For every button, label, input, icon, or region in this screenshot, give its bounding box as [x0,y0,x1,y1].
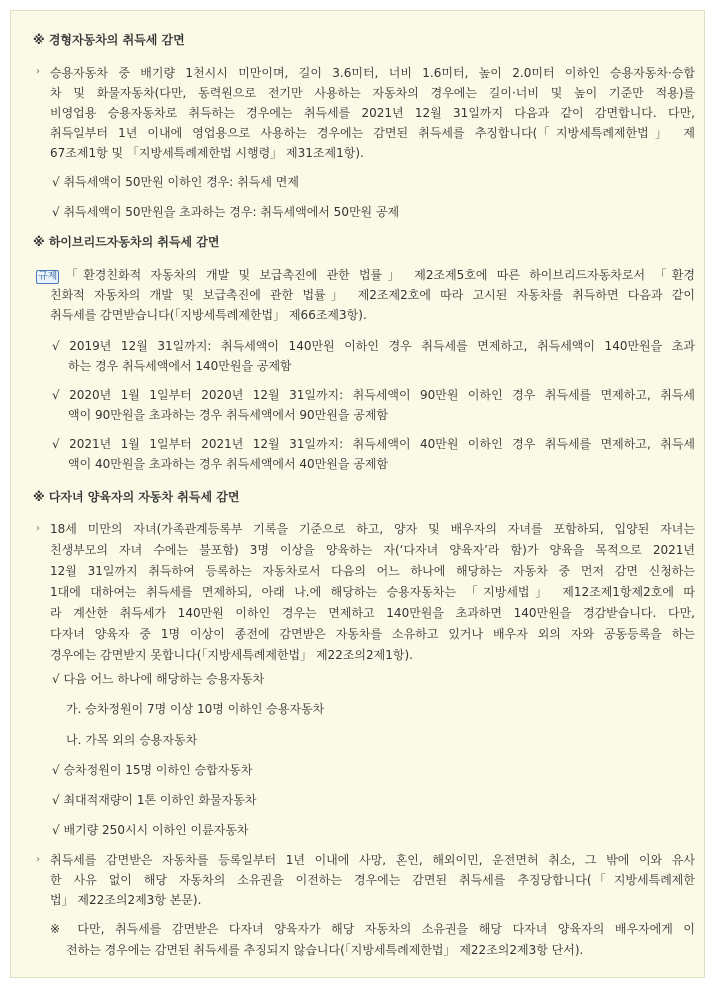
check-item: √ 취득세액이 50만원을 초과하는 경우: 취득세액에서 50만원 공제 [52,205,400,219]
paragraph-multichild: 18세 미만의 자녀(가족관계등록부 기록을 기준으로 하고, 양자 및 배우자의 자녀를 포함하되, 입양된 자녀는 친생부모의 자녀 수에는 불포함) 3명 이상을 양육하는 자(‘다자녀 양육자’라 함)가 양육을 목적으로 2021년 12월 31일까지 취득하여 등록하는 자동차로서 다음의 어느 하나에 해당하는 자동차 중 먼저 감면 신청하는 1대에 대하여는 취득세를 면제하되, 아래 나.에 해당하는 승용자동차는 「지방세법」 제12조제1항제2호에 따 라 계산한 취득세가 140만원 이하인 경우는 면제하고 140만원을 초과하면 140만원을 경감받습니다. 다만, 다자녀 양육자 중 1명 이상이 종전에 감면받은 자동차를 소유하고 있거나 배우자 외의 자와 공동등록을 하는 경우에는 감면받지 못합니다(「지방세특례제한법」 제22조의2제1항). [50,522,695,662]
paragraph-recapture: 취득세를 감면받은 자동차를 등록일부터 1년 이내에 사망, 혼인, 해외이민, 운전면허 취소, 그 밖에 이와 유사 한 사유 없이 해당 자동차의 소유권을 이전하는 경우에는 감면된 취득세를 추징당합니다(「지방세특례제한 법」 제22조의2제3항 본문). [50,853,695,907]
check-item: √ 취득세액이 50만원 이하인 경우: 취득세 면제 [52,175,299,189]
check-item: √ 배기량 250시시 이하인 이륜자동차 [52,823,249,837]
paragraph-hybrid: 규제 「환경친화적 자동차의 개발 및 보급촉진에 관한 법률」 제2조제5호에 따른 하이브리드자동차로서 「환경 친화적 자동차의 개발 및 보급촉진에 관한 법률」 제2조제2호에 따라 고시된 자동차를 취득하면 다음과 같이 취득세를 감면받습니다(「지방세특례제한법」 제66조제3항). [38,268,695,322]
check-item: √ 2020년 1월 1일부터 2020년 12월 31일까지: 취득세액이 90만원 이하인 경우 취득세를 면제하고, 취득세 액이 90만원을 초과하는 경우 취득세액에서 90만원을 공제함 [52,388,695,422]
sub-item: 나. 가목 외의 승용자동차 [66,733,198,747]
regulation-tag[interactable]: 규제 [38,271,58,282]
section-heading-multichild: ※ 다자녀 양육자의 자동차 취득세 감면 [33,490,240,504]
bullet-icon: › [36,66,40,77]
bullet-icon: › [36,854,40,865]
check-item: √ 최대적재량이 1톤 이하인 화물자동차 [52,793,257,807]
sub-item: 가. 승차정원이 7명 이상 10명 이하인 승용자동차 [66,702,325,716]
bullet-icon: › [36,523,40,534]
section-heading-light-vehicle: ※ 경형자동차의 취득세 감면 [33,33,185,47]
paragraph-light-vehicle: 승용자동차 중 배기량 1천시시 미만이며, 길이 3.6미터, 너비 1.6미터, 높이 2.0미터 이하인 승용자동차·승합 차 및 화물자동차(다만, 동력원으로 전기만 사용하는 자동차의 경우에는 길이·너비 및 높이 기준만 적용)를 비영업용 승용자동차로 취득하는 경우에는 취득세를 2021년 12월 31일까지 다음과 같이 감면합니다. 다만, 취득일부터 1년 이내에 영업용으로 사용하는 경우에는 감면된 취득세를 추징합니다(「지방세특례제한법」 제 67조제1항 및 「지방세특례제한법 시행령」 제31조제1항). [50,66,695,160]
check-item: √ 2019년 12월 31일까지: 취득세액이 140만원 이하인 경우 취득세를 면제하고, 취득세액이 140만원을 초과 하는 경우 취득세액에서 140만원을 공제함 [52,339,695,373]
note-exception: ※ 다만, 취득세를 감면받은 다자녀 양육자가 해당 자동차의 소유권을 해당 다자녀 양육자의 배우자에게 이 전하는 경우에는 감면된 취득세를 추징되지 않습니다(「지방세특례제한법」 제22조의2제3항 단서). [50,922,695,957]
check-item: √ 다음 어느 하나에 해당하는 승용자동차 [52,672,265,686]
section-heading-hybrid: ※ 하이브리드자동차의 취득세 감면 [33,235,220,249]
check-item: √ 2021년 1월 1일부터 2021년 12월 31일까지: 취득세액이 40만원 이하인 경우 취득세를 면제하고, 취득세 액이 40만원을 초과하는 경우 취득세액에서 40만원을 공제함 [52,437,695,471]
check-item: √ 승차정원이 15명 이하인 승합자동차 [52,763,253,777]
